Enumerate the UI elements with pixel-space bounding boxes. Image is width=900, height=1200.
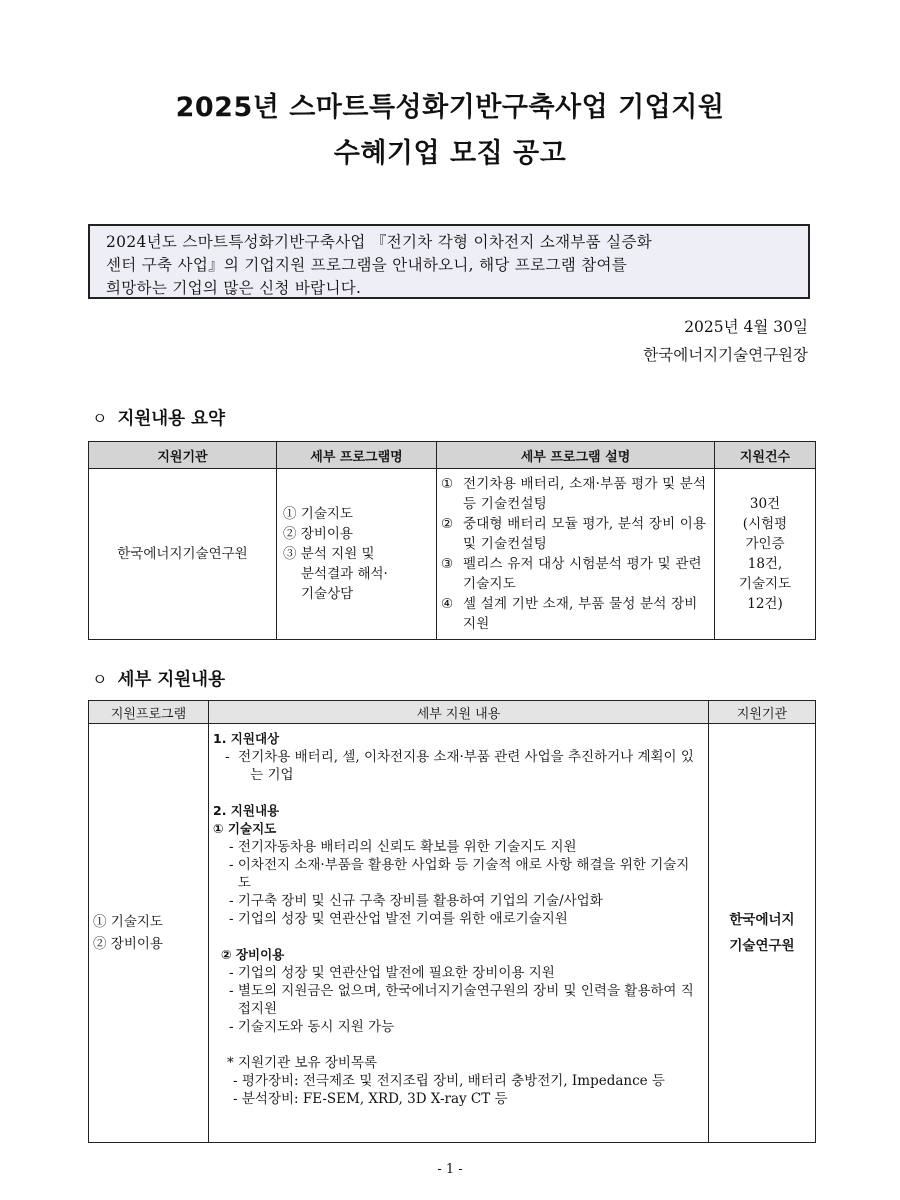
- content-heading: 2. 지원내용: [213, 803, 280, 818]
- program-item: ② 장비이용: [93, 936, 163, 952]
- agency-line: 기술연구원: [729, 938, 795, 954]
- support-count-cell: [715, 469, 816, 640]
- program-description-cell: [437, 469, 715, 640]
- intro-line: 센터 구축 사업』의 기업지원 프로그램을 안내하오니, 해당 프로그램 참여를: [106, 256, 628, 274]
- count-line: 12건): [747, 596, 783, 612]
- count-line: 기술지도: [738, 576, 792, 592]
- column-header: 세부 프로그램명: [277, 442, 437, 469]
- table-row: [89, 724, 816, 1143]
- section-title: 지원내용 요약: [117, 409, 225, 429]
- program-cell: [89, 724, 209, 1143]
- sub-heading-tech-guidance: ① 기술지도: [213, 821, 277, 836]
- sub-heading-equipment-use: ② 장비이용: [221, 947, 285, 962]
- program-item: ① 기술지도: [283, 506, 353, 522]
- announcement-date: 2025년 4월 30일: [684, 318, 808, 336]
- column-header: 지원프로그램: [89, 701, 209, 724]
- detail-table: [88, 700, 816, 1143]
- issuer-name: 한국에너지기술연구원장: [643, 346, 808, 364]
- document-title-line1: 2025년 스마트특성화기반구축사업 기업지원: [175, 92, 725, 123]
- column-header: 세부 프로그램 설명: [437, 442, 715, 469]
- column-header: 세부 지원 내용: [209, 701, 709, 724]
- count-line: 18건,: [747, 556, 783, 572]
- intro-line: 희망하는 기업의 많은 신청 바랍니다.: [106, 279, 362, 297]
- list-item: - 기업의 성장 및 연관산업 발전 기여를 위한 애로기술지원: [229, 911, 568, 927]
- section-heading-summary: [92, 405, 225, 430]
- count-line: (시험평: [742, 516, 788, 532]
- column-header: 지원기관: [709, 701, 816, 724]
- agency-cell: 한국에너지기술연구원: [89, 469, 277, 640]
- equipment-list-heading: * 지원기관 보유 장비목록: [227, 1055, 378, 1071]
- table-row: [89, 469, 816, 640]
- description-item: ④ 셀 설계 기반 소재, 부품 물성 분석 장비 지원: [441, 596, 698, 632]
- target-heading: 1. 지원대상: [213, 731, 280, 746]
- bullet-icon: ㅇ: [92, 670, 108, 689]
- bullet-icon: ㅇ: [92, 409, 108, 428]
- list-item: - 분석장비: FE-SEM, XRD, 3D X-ray CT 등: [233, 1091, 508, 1107]
- description-item: ③ 펠리스 유저 대상 시험분석 평가 및 관련 기술지도: [441, 556, 702, 592]
- list-item: - 평가장비: 전극제조 및 전지조립 장비, 배터리 충방전기, Impedance 등: [233, 1073, 665, 1089]
- column-header: 지원건수: [715, 442, 816, 469]
- list-item: - 이차전지 소재·부품을 활용한 사업화 등 기술적 애로 사항 해결을 위한 기술지도: [229, 857, 690, 891]
- column-header: 지원기관: [89, 442, 277, 469]
- document-title-line2: 수혜기업 모집 공고: [333, 138, 567, 169]
- section-heading-detail: [92, 666, 225, 691]
- list-item: - 기업의 성장 및 연관산업 발전에 필요한 장비이용 지원: [229, 965, 555, 981]
- intro-line: 2024년도 스마트특성화기반구축사업 『전기차 각형 이차전지 소재부품 실증화: [106, 233, 652, 251]
- count-line: 가인증: [745, 536, 785, 552]
- agency-line: 한국에너지: [729, 912, 795, 928]
- description-item: ① 전기차용 배터리, 소재·부품 평가 및 분석 등 기술컨설팅: [441, 476, 707, 512]
- list-item: - 기구축 장비 및 신규 구축 장비를 활용하여 기업의 기술/사업화: [229, 893, 603, 909]
- summary-table: [88, 441, 816, 640]
- program-item: ③ 분석 지원 및: [283, 546, 375, 562]
- agency-cell: [709, 724, 816, 1143]
- table-header-row: [89, 701, 816, 724]
- program-item: 기술상담: [301, 586, 354, 602]
- page-number: - 1 -: [437, 1162, 463, 1177]
- list-item: - 기술지도와 동시 지원 가능: [229, 1019, 395, 1035]
- description-item: ② 중대형 배터리 모듈 평가, 분석 장비 이용 및 기술컨설팅: [441, 516, 707, 552]
- program-item: 분석결과 해석·: [301, 566, 388, 582]
- count-line: 30건: [749, 496, 781, 512]
- list-item: - 별도의 지원금은 없으며, 한국에너지기술연구원의 장비 및 인력을 활용하여 직접지원: [229, 983, 694, 1017]
- program-item: ② 장비이용: [283, 526, 353, 542]
- list-item: - 전기자동차용 배터리의 신뢰도 확보를 위한 기술지도 지원: [229, 839, 577, 855]
- table-header-row: [89, 442, 816, 469]
- detail-content-cell: [209, 724, 709, 1143]
- program-list-cell: [277, 469, 437, 640]
- intro-box: [88, 224, 810, 299]
- section-title: 세부 지원내용: [117, 670, 225, 690]
- program-item: ① 기술지도: [93, 914, 163, 930]
- list-item: - 전기차용 배터리, 셀, 이차전지용 소재·부품 관련 사업을 추진하거나 계획이 있는 기업: [225, 749, 694, 783]
